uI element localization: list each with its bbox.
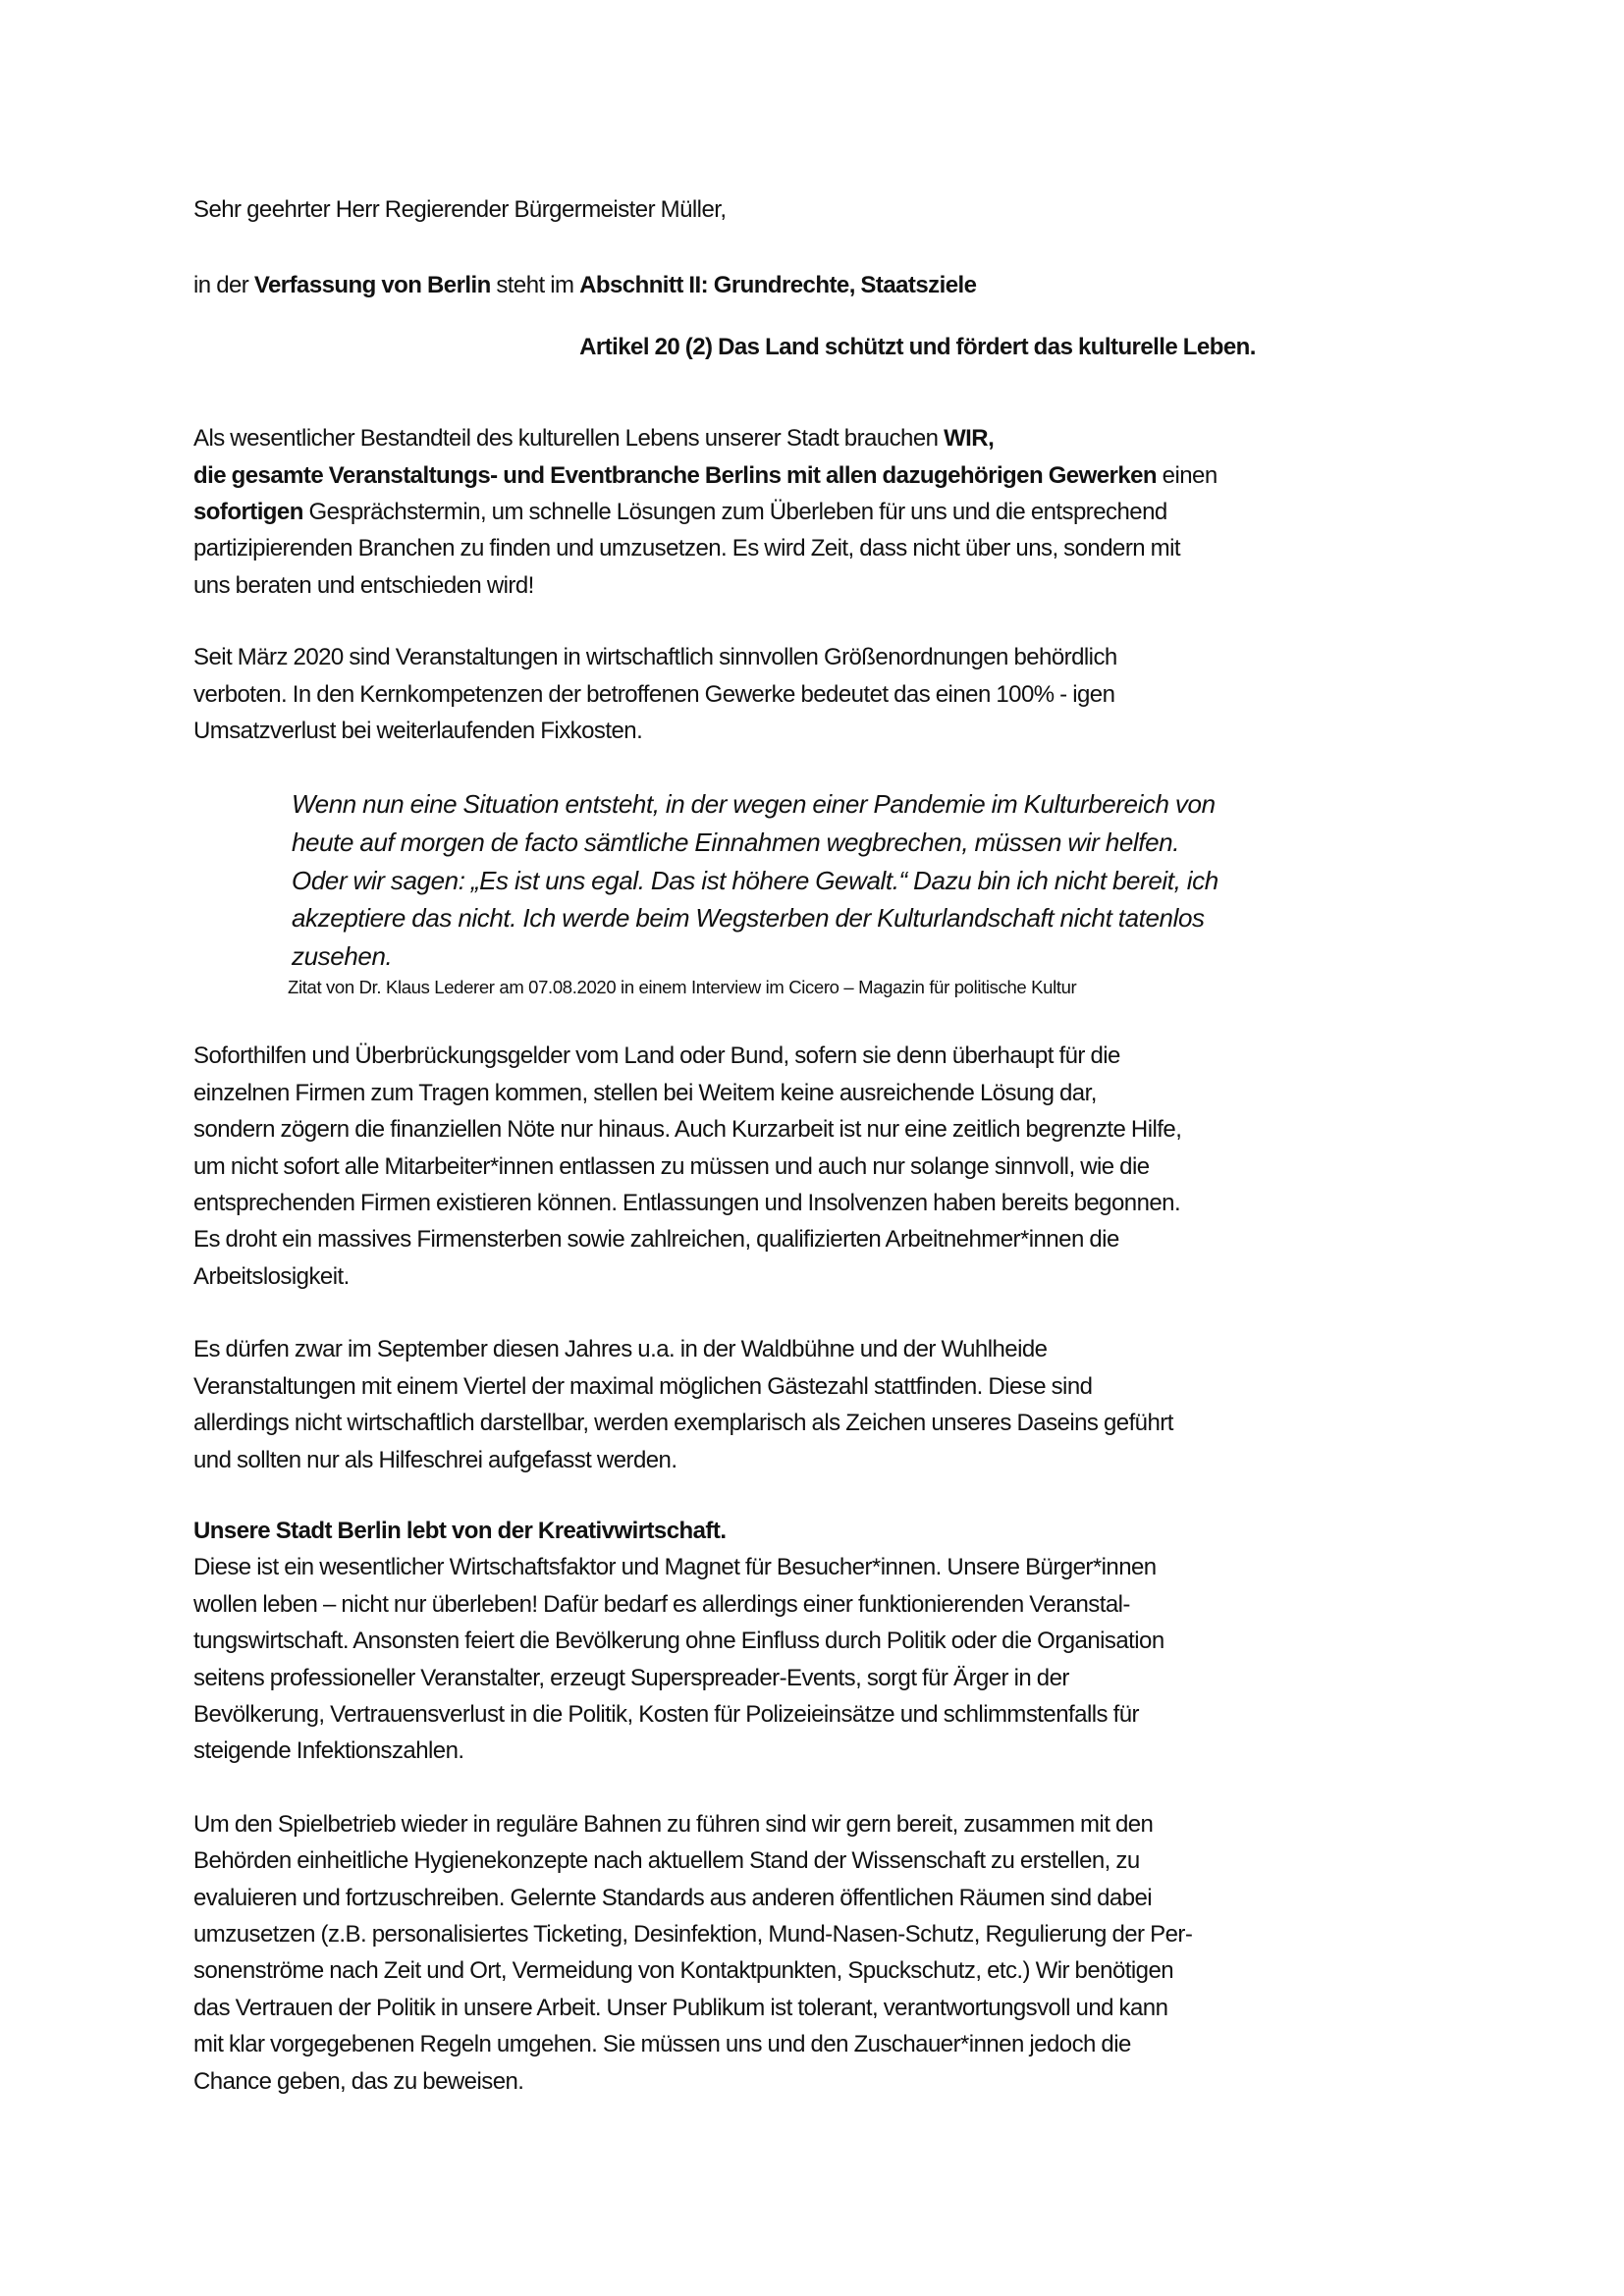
article-citation: Artikel 20 (2) Das Land schützt und fördert das kulturelle Leben. [579,333,1256,360]
paragraph-aid: Soforthilfen und Überbrückungsgelder vom Land oder Bund, sofern sie denn überhaupt für die einzelnen Firmen zum Tragen kommen, stellen bei Weitem keine ausreichende Lösung dar, sondern zögern die finanziellen Nöte nur hinaus. Auch Kurzarbeit ist nur eine zeitlich begrenzte Hilfe, um nicht sofort alle Mitarbeiter*innen entlassen zu müssen und auch nur solange sinnvoll, wie die entsprechenden Firmen existieren können. Entlassungen und Insolvenzen haben bereits begonnen. Es droht ein massives Firmensterben sowie zahlreichen, qualifizierten Arbeitnehmer*innen die Arbeitslosigkeit. [193,1042,1182,1290]
intro-paragraph [193,267,1455,303]
paragraph-hygiene: Um den Spielbetrieb wieder in reguläre Bahnen zu führen sind wir gern bereit, zusammen mit den Behörden einheitliche Hygienekonzepte nach aktuellem Stand der Wissenschaft zu erstellen, zu evaluieren und fortzuschreiben. Gelernte Standards aus anderen öffentlichen Räumen sind dabei umzusetzen (z.B. personalisiertes Ticketing, Desinfektion, Mund-Nasen-Schutz, Regulierung der Per- sonenströme nach Zeit und Ort, Vermeidung von Kontaktpunkten, Spuckschutz, etc.) Wir benötigen das Vertrauen der Politik in unsere Arbeit. Unser Publikum ist tolerant, verantwortungsvoll und kann mit klar vorgegebenen Regeln umgehen. Sie müssen uns und den Zuschauer*innen jedoch die Chance geben, das zu beweisen. [193,1810,1193,2095]
quote-citation: Zitat von Dr. Klaus Lederer am 07.08.2020 in einem Interview im Cicero – Magazin für politische Kultur [288,977,1077,998]
letter-body [193,191,1455,2100]
emphasis-wir: WIR, [944,425,995,453]
emphasis-branch: die gesamte Veranstaltungs- und Eventbranche Berlins mit allen dazugehörigen Gewerken [193,461,1158,489]
section-heading: Unsere Stadt Berlin lebt von der Kreativwirtschaft. [193,1517,727,1544]
intro-text: steht im [490,272,580,299]
constitution-reference: Verfassung von Berlin [253,272,491,299]
quote-text: Wenn nun eine Situation entsteht, in der wegen einer Pandemie im Kulturbereich von heute auf morgen de facto sämtliche Einnahmen wegbrechen, müssen wir helfen. Oder wir sagen: „Es ist uns egal. Das ist höhere Gewalt.“ Dazu bin ich nicht bereit, ich akzeptiere das nicht. Ich werde beim Wegsterben der Kulturlandschaft nicht tatenlos zusehen. [292,789,1218,971]
salutation: Sehr geehrter Herr Regierender Bürgermeister Müller, [193,196,727,223]
paragraph-creative-economy: Unsere Stadt Berlin lebt von der Kreativwirtschaft. Diese ist ein wesentlicher Wirtschaftsfaktor und Magnet für Besucher*innen. Unsere Bürger*innen wollen leben – nicht nur überleben! Dafür bedarf es allerdings einer funktionierenden Veranstal- tungswirtschaft. Ansonsten feiert die Bevölkerung ohne Einfluss durch Politik oder die Organisation seitens professioneller Veranstalter, erzeugt Superspreader-Events, sorgt für Ärger in der Bevölkerung, Vertrauensverlust in die Politik, Kosten für Polizeieinsätze und schlimmstenfalls für steigende Infektionszahlen. [193,1513,1455,1770]
section-reference: Abschnitt II: Grundrechte, Staatsziele [579,272,977,299]
emphasis-immediate: sofortigen [193,499,303,526]
paragraph-events: Es dürfen zwar im September diesen Jahres u.a. in der Waldbühne und der Wuhlheide Veranstaltungen mit einem Viertel der maximal möglichen Gästezahl stattfinden. Diese sind allerdings nicht wirtschaftlich darstellbar, werden exemplarisch als Zeichen unseres Daseins geführt und sollten nur als Hilfeschrei aufgefasst werden. [193,1336,1173,1473]
paragraph-ban: Seit März 2020 sind Veranstaltungen in wirtschaftlich sinnvollen Größenordnungen behördlich verboten. In den Kernkompetenzen der betroffenen Gewerke bedeutet das einen 100% - igen Umsatzverlust bei weiterlaufenden Fixkosten. [193,644,1117,745]
paragraph-demand: Als wesentlicher Bestandteil des kulturellen Lebens unserer Stadt brauchen WIR, die gesamte Veranstaltungs- und Eventbranche Berlins mit allen dazugehörigen Gewerken einen sofortigen Gesprächstermin, um schnelle Lösungen zum Überleben für uns und die entsprechend partizipierenden Branchen zu finden und umzusetzen. Es wird Zeit, dass nicht über uns, sondern mit uns beraten und entschieden wird! [193,425,1218,599]
intro-text: in der [193,272,254,299]
block-quote [288,785,1455,1000]
